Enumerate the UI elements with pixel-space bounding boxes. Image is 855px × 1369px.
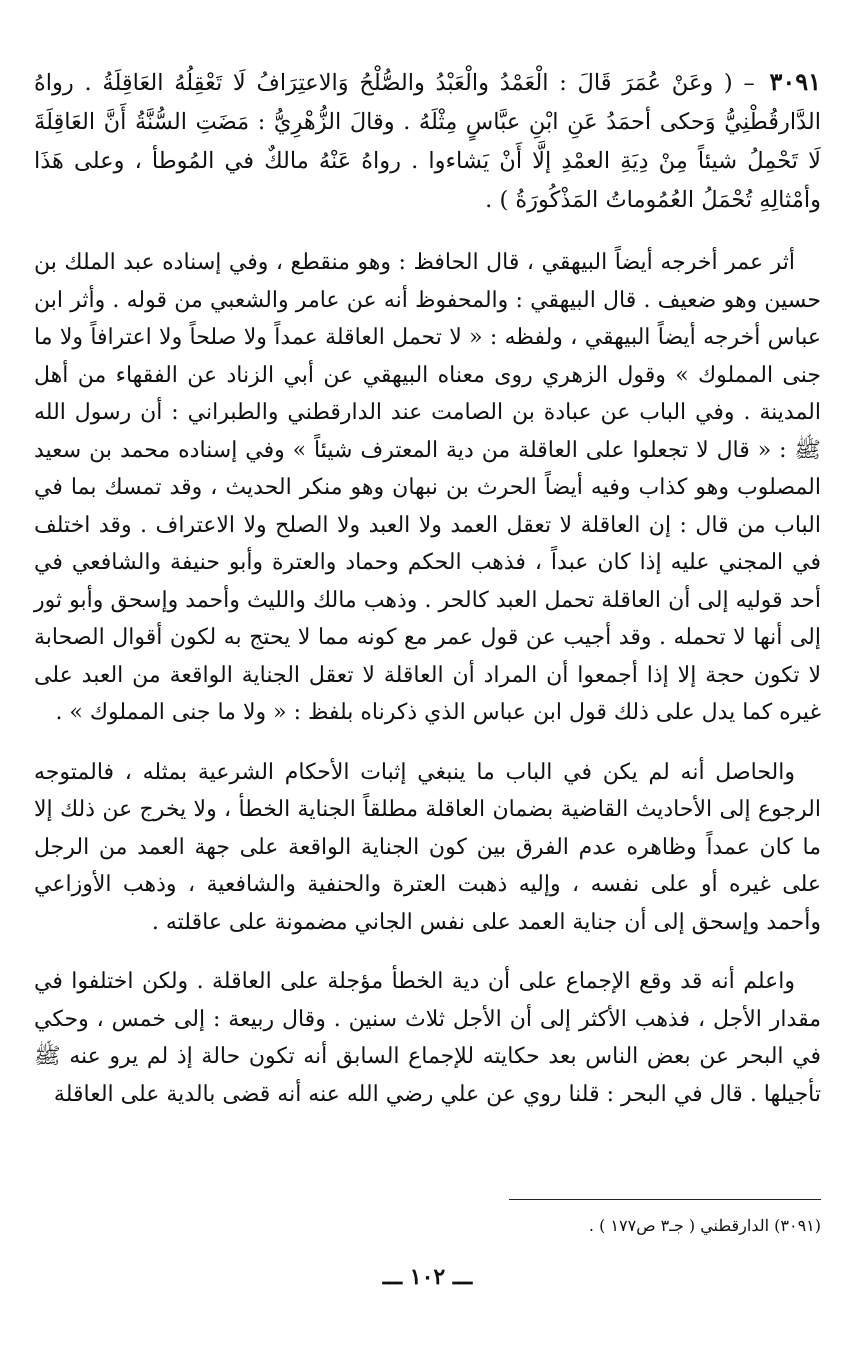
commentary-paragraph-3: واعلم أنه قد وقع الإجماع على أن دية الخطأ مؤجلة على العاقلة . ولكن اختلفوا في مقدار الأجل ، فذهب الأكثر إلى أن الأجل ثلاث سنين . وقال ربيعة : إلى خمس ، وحكي في البحر عن بعض الناس بعد حكايته للإجماع السابق أنه تكون حالة إذ لم يرو عنه ﷺ تأجيلها . قال في البحر : قلنا روي عن علي رضي الله عنه أنه قضى بالدية على العاقلة bbox=[34, 969, 821, 1107]
commentary-paragraph-2: والحاصل أنه لم يكن في الباب ما ينبغي إثبات الأحكام الشرعية بمثله ، فالمتوجه الرجوع إلى الأحاديث القاضية بضمان العاقلة مطلقاً الجناية الخطأ ، ولا يخرج عن ذلك إلا ما كان عمداً وظاهره عدم الفرق بين كون الجناية الواقعة على جهة العمد من الرجل على غيره أو على نفسه ، وإليه ذهبت العترة والحنفية والشافعية ، وذهب الأوزاعي وأحمد وإسحق إلى أن جناية العمد على نفس الجاني مضمونة على عاقلته . bbox=[34, 759, 821, 935]
hadith-number: ٣٠٩١ bbox=[769, 67, 821, 96]
page-number: ـــ ١٠٢ ـــ bbox=[382, 1264, 473, 1290]
footnote-divider bbox=[509, 1199, 821, 1200]
page-body bbox=[34, 62, 821, 1135]
commentary-paragraph-1: أثر عمر أخرجه أيضاً البيهقي ، قال الحافظ : وهو منقطع ، وفي إسناده عبد الملك بن حسين وهو ضعيف . قال البيهقي : والمحفوظ أنه عن عامر والشعبي من قوله . وأثر ابن عباس أخرجه أيضاً البيهقي ، ولفظه : « لا تحمل العاقلة عمداً ولا صلحاً ولا اعترافاً ولا ما جنى المملوك » وقول الزهري روى معناه البيهقي عن أبي الزناد عن الفقهاء من أهل المدينة . وفي الباب عن عبادة بن الصامت عند الدارقطني والطبراني : أن رسول الله ﷺ : « قال لا تجعلوا على العاقلة من دية المعترف شيئاً » وفي إسناده محمد بن سعيد المصلوب وهو كذاب وفيه أيضاً الحرث بن نبهان وهو منكر الحديث ، وقد تمسك بما في الباب من قال : إن العاقلة لا تعقل العمد ولا العبد ولا الصلح ولا الاعتراف . وقد اختلف في المجني عليه إذا كان عبداً ، فذهب الحكم وحماد والعترة وأبو حنيفة والشافعي في أحد قوليه إلى أن العاقلة تحمل العبد كالحر . وذهب مالك والليث وأحمد وإسحق وأبو ثور إلى أنها لا تحمله . وقد أجيب عن قول عمر مع كونه مما لا يحتج به لكون أقوال الصحابة لا تكون حجة إلا إذا أجمعوا أن المراد أن العاقلة لا تعقل الجناية الواقعة من العبد على غيره كما يدل على ذلك قول ابن عباس الذي ذكرناه بلفظ : « ولا ما جنى المملوك » . bbox=[34, 250, 821, 725]
hadith-text: – ( وعَنْ عُمَرَ قَالَ : الْعَمْدُ والْعَبْدُ والصُّلْحُ وَالاعتِرَافُ لَا تَعْقِلُهُ العَاقِلَةُ . رواهُ الدَّارقُطْنِيُّ وَحكى أحمَدُ عَنِ ابْنِ عبَّاسٍ مِثْلَهُ . وقالَ الزُّهْرِيُّ : مَضَتِ السُّنَّةُ أَنَّ العَاقِلَةَ لَا تَحْمِلُ شيئاً مِنْ دِيَةِ العمْدِ إلَّا أَنْ يَشاءوا . رواهُ عَنْهُ مالكٌ في المُوطأ ، وعلى هَذَا وأمْثالِهِ تُحْمَلُ العُمُوماتُ المَذْكُورَةُ ) . bbox=[34, 70, 821, 213]
footnote: (٣٠٩١) الدارقطني ( جـ٣ ص١٧٧ ) . bbox=[588, 1216, 821, 1235]
hadith-paragraph bbox=[34, 62, 821, 220]
